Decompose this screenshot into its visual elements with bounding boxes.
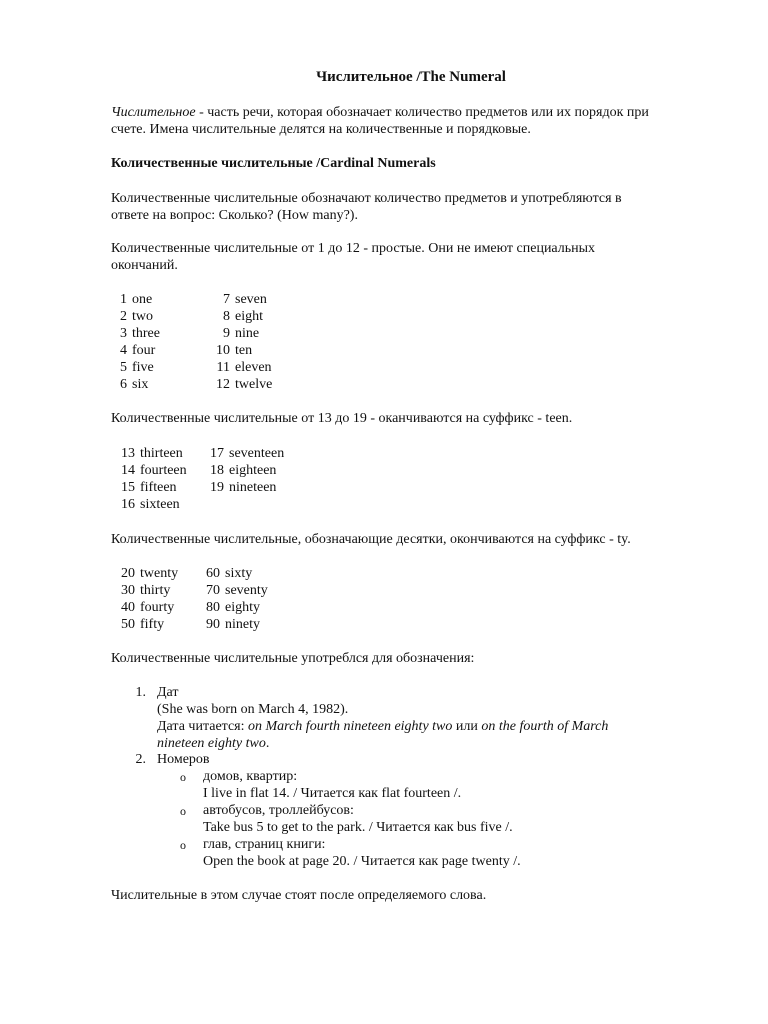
word-cell: one bbox=[132, 292, 153, 307]
table-row bbox=[111, 462, 319, 479]
word-cell: eleven bbox=[235, 360, 272, 375]
number-cell: 5 bbox=[120, 360, 127, 375]
number-cell: 11 bbox=[216, 360, 230, 375]
reading-variant-2-cont: nineteen eighty two bbox=[157, 736, 266, 751]
table-row bbox=[111, 308, 315, 325]
numbers-13-19-table bbox=[111, 445, 319, 513]
paragraph-2-line-1: Количественные числительные от 1 до 12 - простые. Они не имеют специальных bbox=[111, 241, 596, 256]
number-cell: 60 bbox=[206, 566, 220, 581]
word-cell: fourteen bbox=[140, 463, 187, 478]
word-cell bbox=[224, 496, 319, 513]
paragraph-1-line-2: ответе на вопрос: Сколько? (How many?). bbox=[111, 208, 358, 223]
number-cell: 16 bbox=[121, 497, 135, 512]
number-cell: 20 bbox=[121, 566, 135, 581]
table-row bbox=[111, 479, 319, 496]
word-cell: three bbox=[132, 326, 160, 341]
table-row bbox=[111, 359, 315, 376]
reading-prefix: Дата читается: bbox=[157, 719, 248, 734]
list-item-1-reading-cont bbox=[157, 735, 269, 752]
number-cell bbox=[200, 496, 224, 513]
list-item-1-reading bbox=[157, 718, 608, 735]
number-cell: 14 bbox=[121, 463, 135, 478]
number-cell: 30 bbox=[121, 583, 135, 598]
number-cell: 13 bbox=[121, 446, 135, 461]
subitem-2-example: Take bus 5 to get to the park. / Читается как bus five /. bbox=[203, 820, 513, 835]
word-cell: seven bbox=[235, 292, 267, 307]
table-row bbox=[111, 342, 315, 359]
number-cell: 17 bbox=[210, 446, 224, 461]
number-cell: 90 bbox=[206, 617, 220, 632]
paragraph-1-line-1: Количественные числительные обозначают количество предметов и употребляются в bbox=[111, 191, 622, 206]
word-cell: thirty bbox=[140, 583, 171, 598]
word-cell: five bbox=[132, 360, 154, 375]
tens-table bbox=[111, 565, 305, 633]
bullet-icon: o bbox=[180, 770, 186, 784]
word-cell: thirteen bbox=[140, 446, 183, 461]
word-cell: sixteen bbox=[140, 497, 180, 512]
bullet-icon: o bbox=[180, 838, 186, 852]
number-cell: 40 bbox=[121, 600, 135, 615]
paragraph-2-line-2: окончаний. bbox=[111, 258, 178, 273]
number-cell: 19 bbox=[210, 480, 224, 495]
number-cell: 80 bbox=[206, 600, 220, 615]
reading-variant-2: on the fourth of March bbox=[481, 719, 609, 734]
subitem-3-example: Open the book at page 20. / Читается как page twenty /. bbox=[203, 854, 521, 869]
word-cell: six bbox=[132, 377, 149, 392]
numbers-1-12-table bbox=[111, 291, 315, 393]
list-item-2-number: 2. bbox=[135, 752, 146, 767]
number-cell: 6 bbox=[120, 377, 127, 392]
word-cell: eight bbox=[235, 309, 263, 324]
subitem-2-label: автобусов, троллейбусов: bbox=[203, 803, 354, 818]
word-cell: two bbox=[132, 309, 153, 324]
paragraph-4: Количественные числительные, обозначающие десятки, окончиваются на суффикс - ty. bbox=[111, 532, 631, 547]
subitem-3-label: глав, страниц книги: bbox=[203, 837, 326, 852]
word-cell: eighteen bbox=[229, 463, 277, 478]
word-cell: eighty bbox=[225, 600, 260, 615]
bullet-icon: o bbox=[180, 804, 186, 818]
word-cell: fourty bbox=[140, 600, 175, 615]
table-row bbox=[111, 325, 315, 342]
table-row bbox=[111, 599, 305, 616]
intro-text-1: - часть речи, которая обозначает количество предметов или их порядок при bbox=[195, 105, 649, 120]
number-cell: 2 bbox=[120, 309, 127, 324]
table-row bbox=[111, 582, 305, 599]
word-cell: fifty bbox=[140, 617, 165, 632]
word-cell: nine bbox=[235, 326, 260, 341]
number-cell: 7 bbox=[223, 292, 230, 307]
table-row bbox=[111, 445, 319, 462]
number-cell: 15 bbox=[121, 480, 135, 495]
word-cell: four bbox=[132, 343, 156, 358]
word-cell: sixty bbox=[225, 566, 253, 581]
word-cell: seventeen bbox=[229, 446, 285, 461]
intro-line-2: счете. Имена числительные делятся на количественные и порядковые. bbox=[111, 122, 531, 137]
table-row bbox=[111, 496, 319, 513]
page-title: Числительное /The Numeral bbox=[316, 69, 506, 85]
intro-term: Числительное bbox=[111, 105, 196, 120]
number-cell: 3 bbox=[120, 326, 127, 341]
subitem-1-example: I live in flat 14. / Читается как flat fourteen /. bbox=[203, 786, 462, 801]
number-cell: 9 bbox=[223, 326, 230, 341]
number-cell: 1 bbox=[120, 292, 127, 307]
closing-paragraph: Числительные в этом случае стоят после определяемого слова. bbox=[111, 888, 487, 903]
word-cell: fifteen bbox=[140, 480, 177, 495]
intro-line-1 bbox=[111, 104, 649, 121]
reading-or: или bbox=[452, 719, 482, 734]
word-cell: ninety bbox=[225, 617, 260, 632]
reading-variant-1: on March fourth nineteen eighty two bbox=[248, 719, 453, 734]
number-cell: 8 bbox=[223, 309, 230, 324]
subitem-1-label: домов, квартир: bbox=[203, 769, 298, 784]
paragraph-3: Количественные числительные от 13 до 19 - оканчиваются на суффикс - teen. bbox=[111, 411, 573, 426]
list-item-2-label: Номеров bbox=[157, 752, 210, 767]
number-cell: 70 bbox=[206, 583, 220, 598]
number-cell: 50 bbox=[121, 617, 135, 632]
table-row bbox=[111, 291, 315, 308]
word-cell: twenty bbox=[140, 566, 179, 581]
word-cell: nineteen bbox=[229, 480, 277, 495]
table-row bbox=[111, 376, 315, 393]
word-cell: twelve bbox=[235, 377, 273, 392]
list-item-1-label: Дат bbox=[157, 685, 179, 700]
paragraph-5: Количественные числительные употреблся для обозначения: bbox=[111, 651, 475, 666]
cardinal-heading: Количественные числительные /Cardinal Numerals bbox=[111, 156, 436, 171]
reading-end: . bbox=[265, 736, 270, 751]
number-cell: 4 bbox=[120, 343, 127, 358]
number-cell: 18 bbox=[210, 463, 224, 478]
table-row bbox=[111, 565, 305, 582]
number-cell: 10 bbox=[216, 343, 230, 358]
list-item-1-number: 1. bbox=[135, 685, 146, 700]
number-cell: 12 bbox=[216, 377, 230, 392]
list-item-1-example: (She was born on March 4, 1982). bbox=[157, 702, 349, 717]
word-cell: ten bbox=[235, 343, 253, 358]
table-row bbox=[111, 616, 305, 633]
word-cell: seventy bbox=[225, 583, 268, 598]
